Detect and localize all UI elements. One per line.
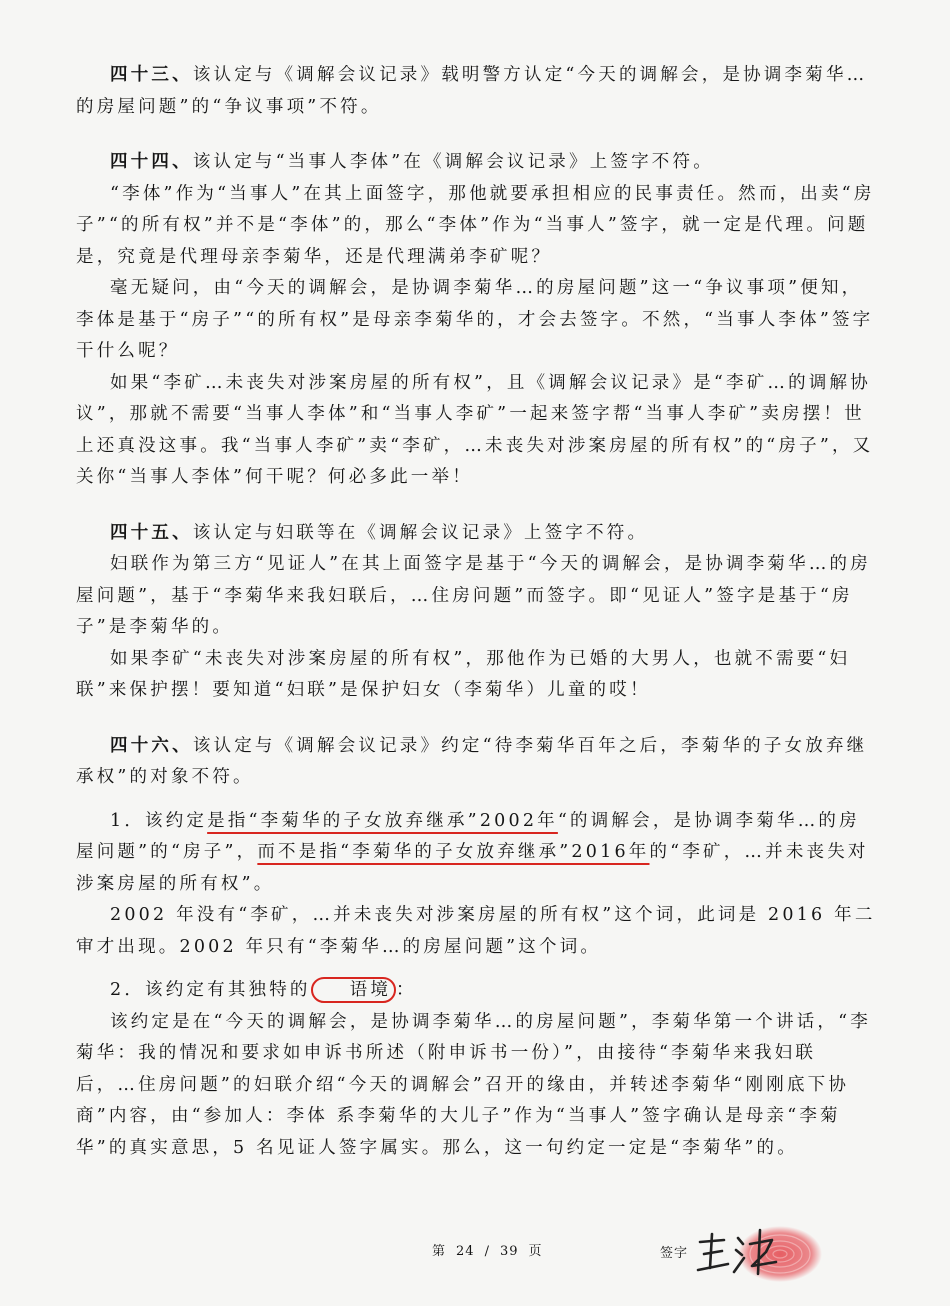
item-1-tail: 的“李矿，…并未丧失对涉案房屋的所有权”。 (76, 842, 869, 894)
handwritten-signature-with-fingerprint (688, 1220, 838, 1284)
red-circle-annotation: 语境 (311, 977, 396, 1003)
page-number (432, 1240, 553, 1259)
section-44 (76, 147, 876, 179)
red-underline-annotation-2: 而不是指“李菊华的子女放弃继承”2016年 (257, 842, 650, 862)
section-45-paragraph-2: 如果李矿“未丧失对涉案房屋的所有权”，那他作为已婚的大男人，也就不需要“妇联”来保护摆！要知道“妇联”是保护妇女（李菊华）儿童的哎！ (76, 648, 851, 700)
section-44-paragraph-1: “李体”作为“当事人”在其上面签字，那他就要承担相应的民事责任。然而，出卖“房子”“的所有权”并不是“李体”的，那么“李体”作为“当事人”签字，就一定是代理。问题是，究竟是代理母亲李菊华，还是代理满弟李矿呢？ (76, 183, 875, 267)
item-2-colon: ： (396, 980, 417, 1000)
section-46 (76, 731, 876, 794)
section-44-heading: 四十四、 (110, 152, 193, 172)
page-prefix: 第 (432, 1244, 447, 1259)
section-45-heading: 四十五、 (110, 522, 193, 543)
section-46-paragraph-2: 该约定是在“今天的调解会，是协调李菊华…的房屋问题”，李菊华第一个讲话，“李菊华：我的情况和要求如申诉书所述（附申诉书一份）”，由接待“李菊华来我妇联后，…住房问题”的妇联介绍“今天的调解会”召开的缘由，并转述李菊华“刚刚底下协商”内容，由“参加人：李体 系李菊华的大儿子”作为“当事人”签字确认是母亲“李菊华”的真实意思，5 名见证人签字属实。那么，这一句约定一定是“李菊华”的。 (76, 1011, 871, 1158)
section-44-paragraph-2: 毫无疑问，由“今天的调解会，是协调李菊华…的房屋问题”这一“争议事项”便知，李体是基于“房子”“的所有权”是母亲李菊华的，才会去签字。不然，“当事人李体”签字干什么呢？ (76, 278, 874, 361)
red-underline-annotation-1: 是指“李菊华的子女放弃继承”2002年 (207, 810, 558, 831)
page-footer (0, 1238, 950, 1268)
page-suffix: 页 (528, 1244, 543, 1259)
section-43 (76, 60, 876, 123)
section-46-paragraph-1: 2002 年没有“李矿，…并未丧失对涉案房屋的所有权”这个词，此词是 2016 年二审才出现。2002 年只有“李菊华…的房屋问题”这个词。 (76, 905, 876, 957)
section-45 (76, 518, 876, 550)
item-1-middle: “的调解会，是协调李菊华…的房屋问题”的“房子”， (76, 810, 860, 862)
page-current: 24 (456, 1244, 475, 1259)
section-46-item-2 (76, 975, 876, 1007)
section-46-item-1 (76, 806, 876, 901)
section-45-paragraph-1: 妇联作为第三方“见证人”在其上面签字是基于“今天的调解会，是协调李菊华…的房屋问题”，基于“李菊华来我妇联后，…住房问题”而签字。即“见证人”签字是基于“房子”是李菊华的。 (76, 554, 871, 637)
section-43-text: 该认定与《调解会议记录》载明警方认定“今天的调解会，是协调李菊华…的房屋问题”的“争议事项”不符。 (76, 65, 868, 117)
signature-label: 签字 (660, 1246, 689, 1261)
section-46-heading: 四十六、 (110, 735, 193, 756)
section-44-text: 该认定与“当事人李体”在《调解会议记录》上签字不符。 (192, 152, 714, 172)
page-total: 39 (499, 1244, 519, 1259)
page-separator: / (484, 1244, 490, 1259)
item-2-lead: 2．该约定有其独特的 (110, 980, 311, 1000)
document-body (76, 60, 876, 1164)
section-46-text: 该认定与《调解会议记录》约定“待李菊华百年之后，李菊华的子女放弃继承权”的对象不符。 (76, 735, 868, 787)
section-43-heading: 四十三、 (110, 65, 193, 85)
section-44-paragraph-3: 如果“李矿…未丧失对涉案房屋的所有权”，且《调解会议记录》是“李矿…的调解协议”，那就不需要“当事人李体”和“当事人李矿”一起来签字帮“当事人李矿”卖房摆！世上还真没这事。我“当事人李矿”卖“李矿，…未丧失对涉案房屋的所有权”的“房子”，又关你“当事人李体”何干呢？何必多此一举！ (76, 372, 874, 487)
item-1-lead: 1．该约定 (110, 810, 208, 831)
section-45-text: 该认定与妇联等在《调解会议记录》上签字不符。 (192, 522, 649, 543)
